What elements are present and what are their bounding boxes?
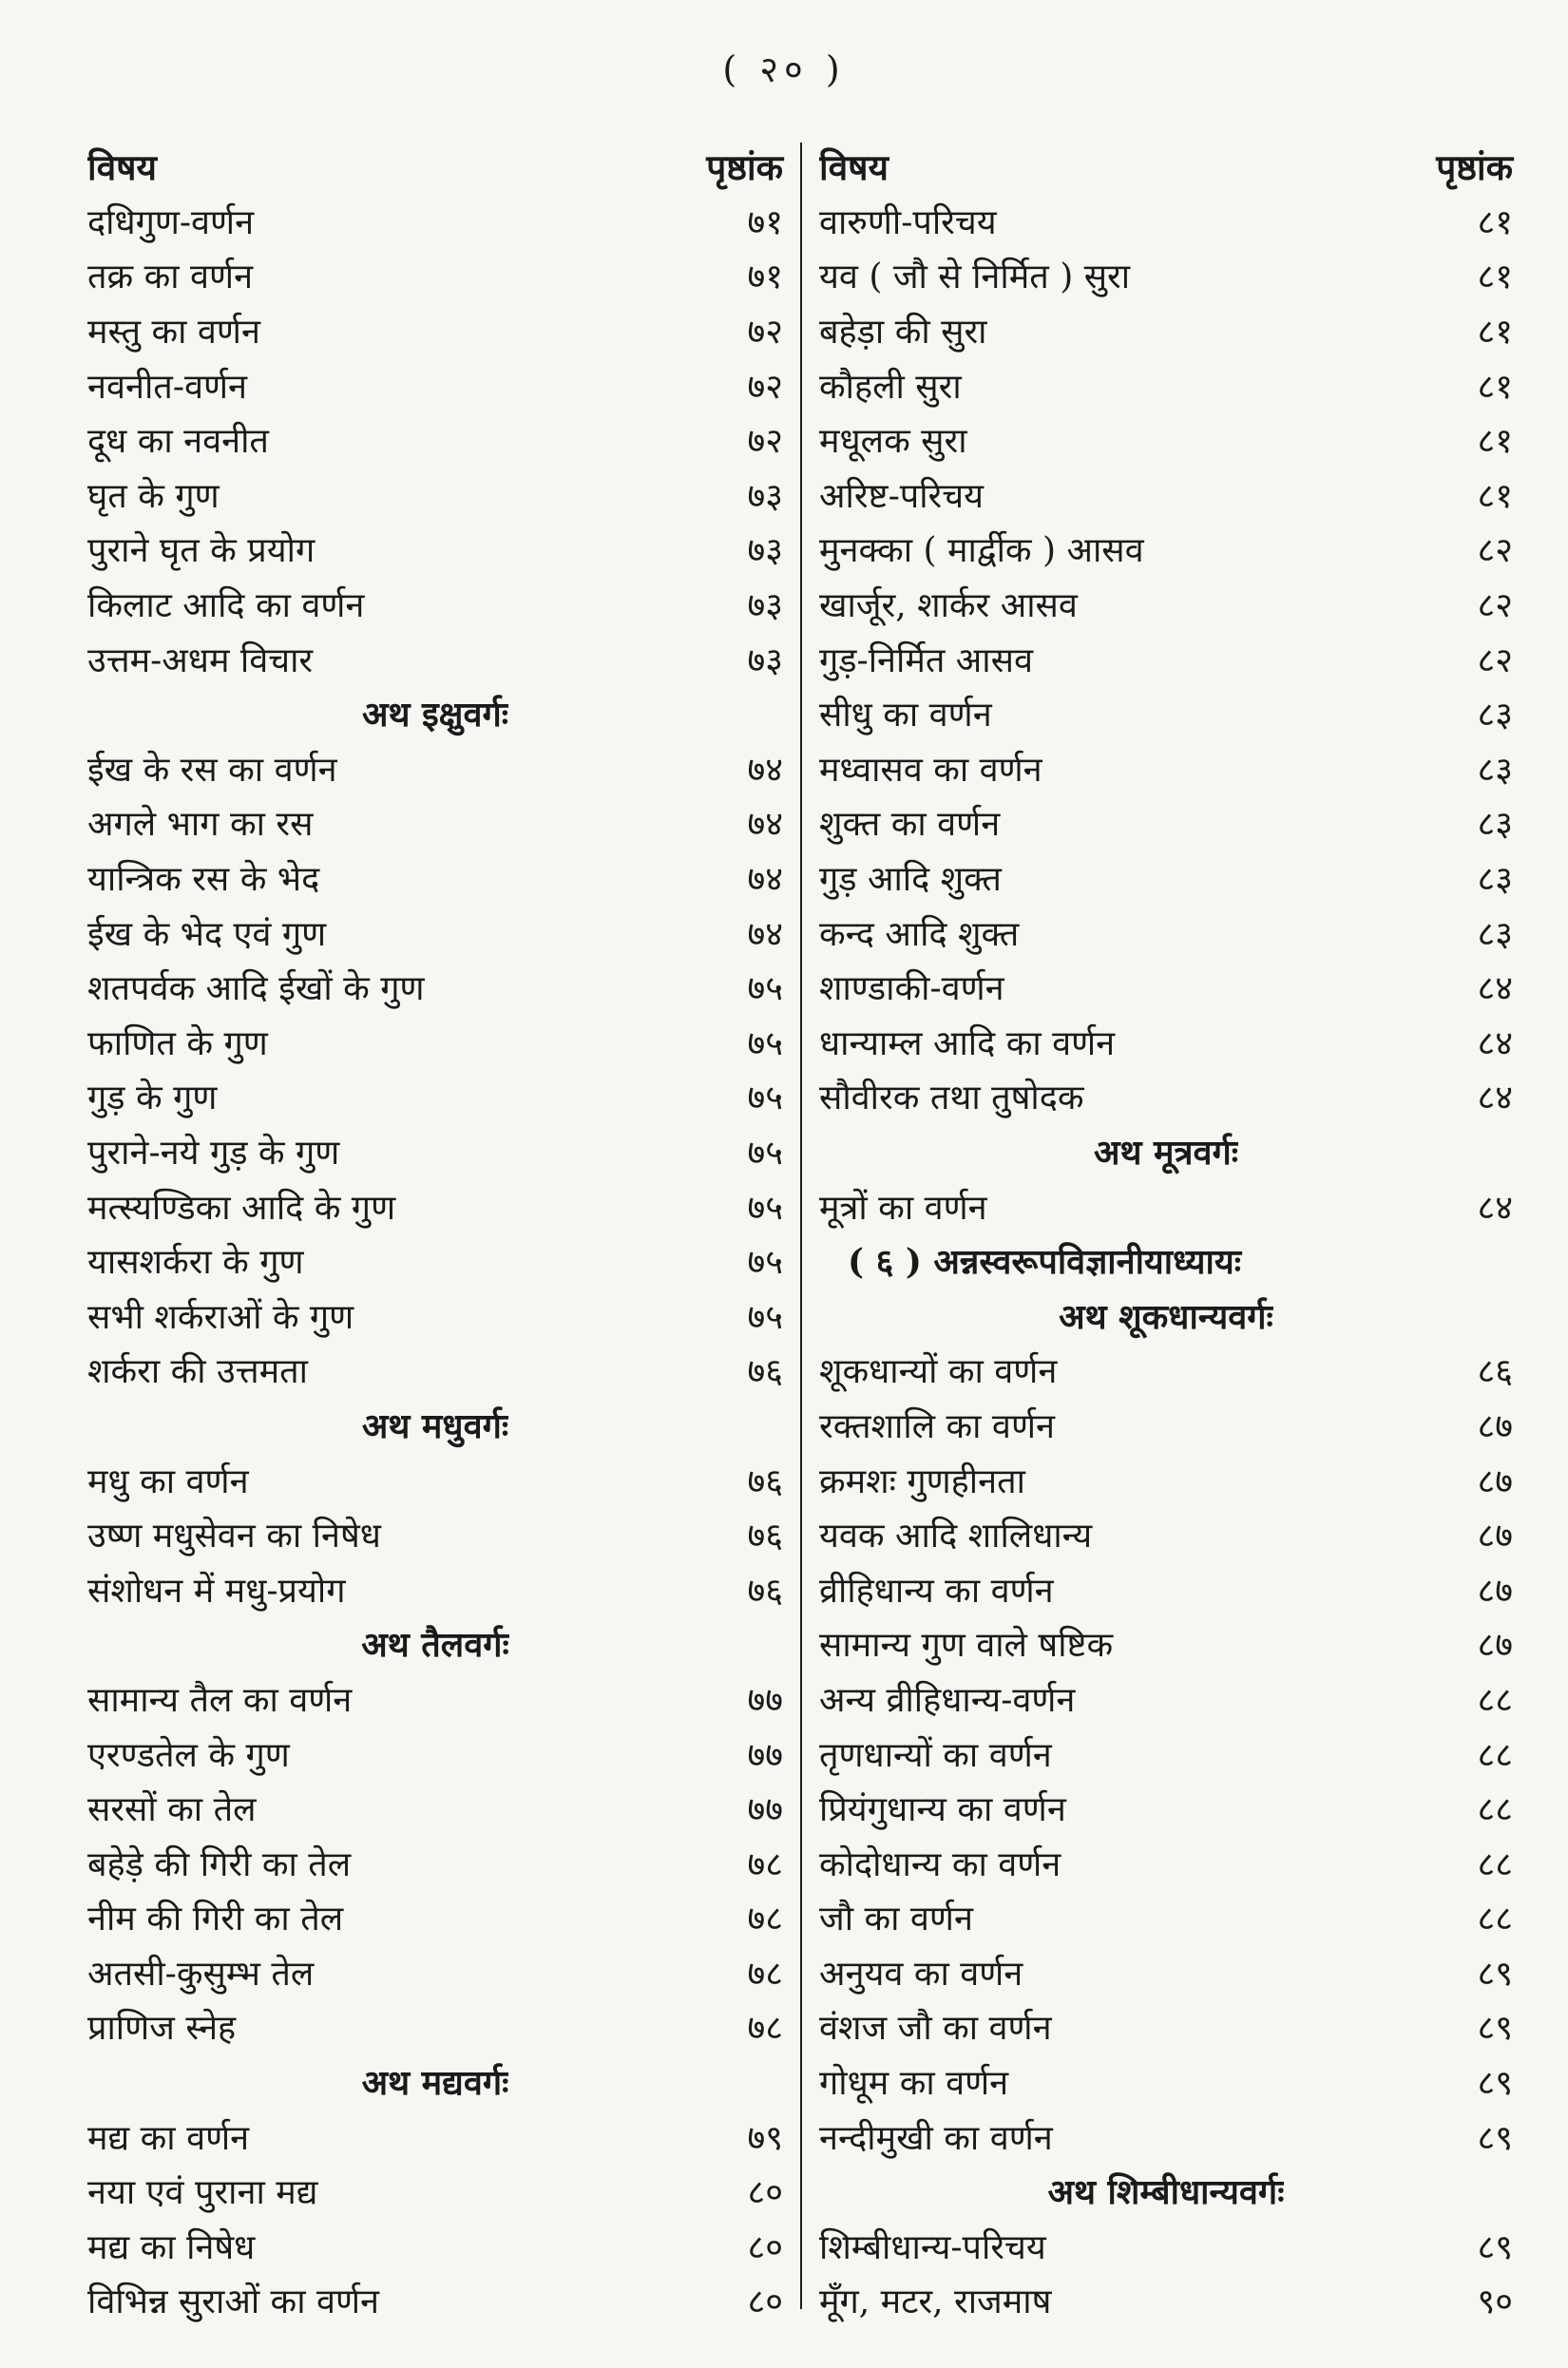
toc-entry-page: ८७ [1477, 1461, 1513, 1501]
left-entries [87, 194, 783, 2328]
toc-entry-title: मस्तु का वर्णन [87, 313, 260, 353]
toc-entry-page: ८७ [1477, 1517, 1513, 1556]
toc-entry-page: ८३ [1477, 860, 1513, 900]
toc-entry [87, 1561, 783, 1616]
toc-entry-title: एरण्डतेल के गुण [87, 1735, 290, 1775]
section-heading [87, 1398, 783, 1453]
toc-entry-page: ८६ [1477, 1352, 1513, 1392]
toc-entry [819, 1069, 1513, 1124]
toc-entry-title: कन्द आदि शुक्त [819, 914, 1020, 954]
section-heading [819, 1124, 1513, 1179]
toc-entry-page: ८९ [1477, 2009, 1513, 2049]
toc-entry-title: मध्वासव का वर्णन [819, 750, 1042, 790]
toc-entry-page: ८४ [1477, 969, 1513, 1009]
toc-entry-page: ७३ [747, 640, 783, 680]
toc-entry [87, 1124, 783, 1179]
toc-entry [819, 412, 1513, 468]
toc-entry [87, 741, 783, 796]
toc-entry-page: ७९ [747, 2118, 783, 2158]
toc-entry-page: ८७ [1477, 1626, 1513, 1666]
section-heading-text: अथ शूकधान्यवर्गः [1059, 1296, 1273, 1337]
toc-entry [819, 1178, 1513, 1233]
toc-entry [819, 960, 1513, 1015]
toc-entry-title: पुराने घृत के प्रयोग [87, 531, 316, 571]
toc-entry-page: ८१ [1477, 367, 1513, 407]
toc-entry-title: सरसों का तेल [87, 1790, 257, 1830]
toc-entry-page: ७८ [747, 2009, 783, 2049]
toc-entry [87, 2273, 783, 2328]
toc-entry [819, 1890, 1513, 1945]
toc-entry-title: वंशज जौ का वर्णन [819, 2009, 1052, 2049]
toc-entry-title: शूकधान्यों का वर्णन [819, 1352, 1058, 1392]
toc-entry-title: नन्दीमुखी का वर्णन [819, 2118, 1053, 2158]
toc-entry-page: ८२ [1477, 531, 1513, 571]
toc-entry [819, 577, 1513, 632]
toc-entry-title: शतपर्वक आदि ईखों के गुण [87, 969, 425, 1009]
toc-entry-page: ८८ [1477, 1680, 1513, 1720]
toc-entry [87, 905, 783, 960]
toc-entry-page: ७८ [747, 1844, 783, 1884]
toc-entry-title: कोदोधान्य का वर्णन [819, 1844, 1061, 1884]
toc-entry-title: प्राणिज स्नेह [87, 2009, 237, 2049]
toc-entry [819, 1945, 1513, 2000]
toc-entry-title: अतसी-कुसुम्भ तेल [87, 1954, 315, 1994]
toc-entry [819, 1726, 1513, 1781]
toc-entry-title: यवक आदि शालिधान्य [819, 1517, 1093, 1556]
toc-entry-title: नया एवं पुराना मद्य [87, 2173, 318, 2213]
toc-entry-title: किलाट आदि का वर्णन [87, 586, 365, 626]
toc-entry-page: ७१ [747, 258, 783, 297]
toc-entry [87, 795, 783, 850]
page-heading: पृष्ठांक [1436, 146, 1513, 189]
toc-entry-title: गुड़-निर्मित आसव [819, 640, 1033, 680]
toc-entry [87, 1288, 783, 1343]
toc-entry-page: ७५ [747, 1133, 783, 1173]
toc-entry [87, 850, 783, 906]
toc-entry [87, 412, 783, 468]
toc-entry-page: ८८ [1477, 1735, 1513, 1775]
toc-entry [87, 577, 783, 632]
toc-entry-page: ८४ [1477, 1023, 1513, 1063]
toc-entry-title: बहेड़े की गिरी का तेल [87, 1844, 352, 1884]
toc-entry [87, 1343, 783, 1398]
toc-entry-page: ८९ [1477, 2227, 1513, 2267]
toc-entry [87, 2109, 783, 2164]
toc-entry-title: शुक्त का वर्णन [819, 805, 1001, 845]
toc-entry-page: ७७ [747, 1735, 783, 1775]
toc-entry-title: व्रीहिधान्य का वर्णन [819, 1571, 1054, 1611]
toc-entry [819, 303, 1513, 358]
toc-entry-page: ७४ [747, 750, 783, 790]
toc-entry-page: ७५ [747, 1188, 783, 1228]
toc-entry-page: ७४ [747, 860, 783, 900]
right-entries [819, 194, 1513, 2328]
toc-entry [819, 2273, 1513, 2328]
toc-entry-page: ८९ [1477, 1954, 1513, 1994]
toc-entry-title: उष्ण मधुसेवन का निषेध [87, 1517, 381, 1556]
toc-entry-page: ८३ [1477, 696, 1513, 735]
toc-entry-page: ८८ [1477, 1790, 1513, 1830]
subject-heading: विषय [819, 146, 889, 189]
chapter-heading-text: ( ६ ) अन्नस्वरूपविज्ञानीयाध्यायः [848, 1242, 1241, 1283]
toc-entry-title: यासशर्करा के गुण [87, 1243, 304, 1283]
toc-entry [819, 850, 1513, 906]
toc-entry [819, 2219, 1513, 2274]
toc-entry-page: ७५ [747, 1079, 783, 1118]
toc-entry-page: ८० [747, 2282, 783, 2322]
toc-entry [87, 468, 783, 523]
toc-entry-page: ८७ [1477, 1406, 1513, 1446]
section-heading [87, 686, 783, 741]
toc-entry [87, 1671, 783, 1727]
toc-entry [87, 1507, 783, 1562]
toc-entry [819, 468, 1513, 523]
toc-entry-title: गोधूम का वर्णन [819, 2064, 1009, 2104]
toc-entry [819, 522, 1513, 577]
toc-entry [819, 1343, 1513, 1398]
toc-entry-page: ७५ [747, 1023, 783, 1063]
toc-entry-page: ७१ [747, 202, 783, 242]
toc-entry [87, 1069, 783, 1124]
toc-entry [819, 795, 1513, 850]
toc-entry-title: सामान्य तैल का वर्णन [87, 1680, 353, 1720]
toc-entry-page: ७६ [747, 1517, 783, 1556]
toc-entry-title: विभिन्न सुराओं का वर्णन [87, 2282, 379, 2322]
toc-entry [87, 194, 783, 249]
toc-entry-title: संशोधन में मधु-प्रयोग [87, 1571, 346, 1611]
toc-entry-title: दूध का नवनीत [87, 422, 269, 462]
toc-entry-title: क्रमशः गुणहीनता [819, 1461, 1025, 1501]
toc-entry-title: फाणित के गुण [87, 1023, 268, 1063]
toc-entry [87, 2219, 783, 2274]
toc-entry-title: दधिगुण-वर्णन [87, 202, 255, 242]
toc-entry-title: मधु का वर्णन [87, 1461, 249, 1501]
toc-entry-title: अगले भाग का रस [87, 805, 314, 845]
toc-entry-title: यान्त्रिक रस के भेद [87, 860, 320, 900]
toc-entry-title: पुराने-नये गुड़ के गुण [87, 1133, 340, 1173]
toc-entry-title: यव ( जौ से निर्मित ) सुरा [819, 258, 1131, 297]
toc-entry [87, 960, 783, 1015]
toc-entry [87, 2164, 783, 2219]
toc-entry-title: ईख के रस का वर्णन [87, 750, 337, 790]
section-heading-text: अथ मूत्रवर्गः [1094, 1132, 1238, 1173]
toc-entry-page: ८४ [1477, 1188, 1513, 1228]
right-column-header [819, 139, 1513, 194]
toc-entry [819, 248, 1513, 303]
toc-entry-title: मुनक्का ( मार्द्वीक ) आसव [819, 531, 1144, 571]
subject-heading: विषय [87, 146, 158, 189]
toc-entry-title: शाण्डाकी-वर्णन [819, 969, 1004, 1009]
toc-entry [819, 1015, 1513, 1070]
toc-entry [87, 522, 783, 577]
toc-entry-page: ८१ [1477, 258, 1513, 297]
toc-entry-page: ७५ [747, 1243, 783, 1283]
toc-entry-title: सीधु का वर्णन [819, 696, 992, 735]
toc-entry-title: शिम्बीधान्य-परिचय [819, 2227, 1046, 2267]
toc-entry [87, 1178, 783, 1233]
toc-entry-page: ७२ [747, 367, 783, 407]
toc-entry-title: तक्र का वर्णन [87, 258, 254, 297]
toc-entry-title: वारुणी-परिचय [819, 202, 997, 242]
toc-entry-page: ८१ [1477, 202, 1513, 242]
toc-entry-title: सभी शर्कराओं के गुण [87, 1297, 354, 1337]
toc-entry-title: अनुयव का वर्णन [819, 1954, 1023, 1994]
toc-entry-page: ९० [1477, 2282, 1513, 2322]
toc-entry [819, 631, 1513, 686]
toc-entry-title: प्रियंगुधान्य का वर्णन [819, 1790, 1066, 1830]
toc-entry-page: ८४ [1477, 1079, 1513, 1118]
toc-entry-page: ८० [747, 2227, 783, 2267]
toc-entry [87, 1233, 783, 1289]
toc-entry-page: ८० [747, 2173, 783, 2213]
toc-entry-page: ७३ [747, 476, 783, 516]
toc-entry-page: ८७ [1477, 1571, 1513, 1611]
toc-entry [819, 1616, 1513, 1671]
toc-entry-title: रक्तशालि का वर्णन [819, 1406, 1055, 1446]
toc-entry [819, 1781, 1513, 1836]
toc-entry [819, 686, 1513, 741]
toc-entry-page: ७६ [747, 1461, 783, 1501]
toc-entry-title: उत्तम-अधम विचार [87, 640, 314, 680]
toc-entry-title: बहेड़ा की सुरा [819, 313, 987, 353]
toc-entry [819, 1999, 1513, 2054]
toc-entry-title: धान्याम्ल आदि का वर्णन [819, 1023, 1116, 1063]
toc-entry [87, 1452, 783, 1507]
toc-entry-page: ७५ [747, 969, 783, 1009]
toc-entry-page: ७८ [747, 1954, 783, 1994]
toc-entry [87, 303, 783, 358]
toc-entry-title: अन्य व्रीहिधान्य-वर्णन [819, 1680, 1076, 1720]
toc-entry [87, 1781, 783, 1836]
toc-entry-title: कौहली सुरा [819, 367, 962, 407]
page-number: ( २० ) [722, 48, 846, 90]
toc-entry-title: तृणधान्यों का वर्णन [819, 1735, 1052, 1775]
toc-entry-page: ७३ [747, 531, 783, 571]
section-heading-text: अथ इक्षुवर्गः [361, 695, 509, 735]
toc-entry-title: मधूलक सुरा [819, 422, 967, 462]
toc-entry-title: मद्य का निषेध [87, 2227, 256, 2267]
section-heading [819, 1288, 1513, 1343]
section-heading [87, 1616, 783, 1671]
toc-entry [87, 1726, 783, 1781]
left-column [87, 139, 783, 2328]
toc-entry [819, 1671, 1513, 1727]
toc-entry-title: अरिष्ट-परिचय [819, 476, 984, 516]
toc-entry-title: नीम की गिरी का तेल [87, 1900, 344, 1939]
toc-entry-title: गुड़ आदि शुक्त [819, 860, 1002, 900]
toc-entry-title: मूत्रों का वर्णन [819, 1188, 987, 1228]
toc-entry-page: ७५ [747, 1297, 783, 1337]
toc-entry-page: ८३ [1477, 805, 1513, 845]
toc-entry-page: ८२ [1477, 586, 1513, 626]
toc-entry [819, 357, 1513, 412]
toc-entry-page: ८२ [1477, 640, 1513, 680]
toc-entry-title: नवनीत-वर्णन [87, 367, 248, 407]
toc-entry-title: मद्य का वर्णन [87, 2118, 250, 2158]
column-divider [800, 143, 802, 2309]
toc-entry-page: ७६ [747, 1571, 783, 1611]
left-column-header [87, 139, 783, 194]
toc-entry [87, 357, 783, 412]
toc-entry-page: ८३ [1477, 750, 1513, 790]
section-heading [819, 2164, 1513, 2219]
toc-entry-page: ७६ [747, 1352, 783, 1392]
toc-entry [87, 1999, 783, 2054]
toc-entry-title: मूँग, मटर, राजमाष [819, 2282, 1052, 2322]
section-heading [87, 2054, 783, 2110]
right-column [819, 139, 1513, 2328]
toc-entry-title: सौवीरक तथा तुषोदक [819, 1079, 1084, 1118]
toc-entry-page: ८१ [1477, 313, 1513, 353]
section-heading-text: अथ मधुवर्गः [361, 1405, 509, 1446]
toc-entry [819, 194, 1513, 249]
toc-entry-title: शर्करा की उत्तमता [87, 1352, 309, 1392]
toc-entry [87, 248, 783, 303]
section-heading-text: अथ तैलवर्गः [361, 1625, 509, 1666]
toc-entry-page: ७७ [747, 1790, 783, 1830]
section-heading-text: अथ मद्यवर्गः [361, 2063, 509, 2104]
chapter-heading [819, 1233, 1513, 1289]
toc-entry-title: घृत के गुण [87, 476, 220, 516]
toc-entry [819, 741, 1513, 796]
toc-entry [819, 1507, 1513, 1562]
toc-entry-page: ८९ [1477, 2064, 1513, 2104]
toc-entry [87, 1945, 783, 2000]
toc-entry [819, 2054, 1513, 2110]
toc-entry [87, 1890, 783, 1945]
toc-entry-page: ८८ [1477, 1844, 1513, 1884]
toc-entry-page: ७२ [747, 422, 783, 462]
toc-entry-page: ७४ [747, 914, 783, 954]
section-heading-text: अथ शिम्बीधान्यवर्गः [1047, 2172, 1285, 2213]
page-heading: पृष्ठांक [706, 146, 783, 189]
toc-entry-title: खार्जूर, शार्कर आसव [819, 586, 1078, 626]
toc-entry-title: ईख के भेद एवं गुण [87, 914, 327, 954]
toc-entry-page: ७२ [747, 313, 783, 353]
toc-entry-page: ८९ [1477, 2118, 1513, 2158]
toc-entry-page: ८१ [1477, 476, 1513, 516]
toc-entry [819, 2109, 1513, 2164]
toc-entry-page: ७८ [747, 1900, 783, 1939]
toc-entry [87, 631, 783, 686]
toc-entry-page: ८३ [1477, 914, 1513, 954]
toc-entry-page: ७३ [747, 586, 783, 626]
toc-entry-page: ८८ [1477, 1900, 1513, 1939]
toc-entry-page: ८१ [1477, 422, 1513, 462]
toc-entry-title: मत्स्यण्डिका आदि के गुण [87, 1188, 396, 1228]
toc-entry [819, 905, 1513, 960]
toc-entry-title: सामान्य गुण वाले षष्टिक [819, 1626, 1114, 1666]
toc-entry [819, 1561, 1513, 1616]
toc-entry [819, 1398, 1513, 1453]
toc-entry [87, 1015, 783, 1070]
toc-entry-title: जौ का वर्णन [819, 1900, 973, 1939]
toc-entry-page: ७४ [747, 805, 783, 845]
toc-entry [819, 1452, 1513, 1507]
toc-entry [819, 1835, 1513, 1890]
toc-entry [87, 1835, 783, 1890]
toc-entry-title: गुड़ के गुण [87, 1079, 218, 1118]
toc-entry-page: ७७ [747, 1680, 783, 1720]
